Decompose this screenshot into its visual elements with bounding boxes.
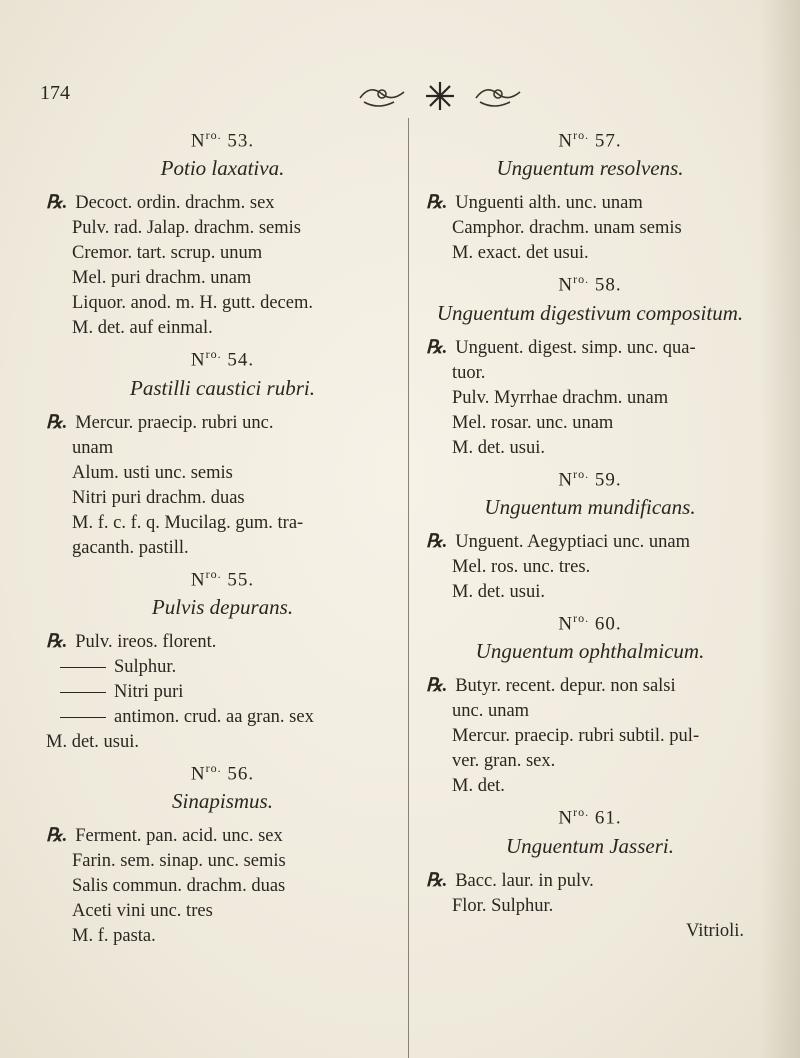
recipe-line: M. f. pasta. [72,926,156,947]
entry-title: Unguentum Jasseri. [506,833,674,858]
recipe-line: gacanth. pastill. [72,537,189,558]
recipe-line: Mel. puri drachm. unam [72,268,252,289]
recipe-entry-58 [420,272,760,460]
recipe-line: ver. gran. sex. [452,751,556,772]
floral-ornament-icon [330,76,550,116]
right-column [420,122,760,944]
entry-title: Potio laxativa. [160,156,285,181]
entry-number: $N^{ro.}$ 60. [558,610,622,635]
recipe-line: Nitri puri drachm. duas [72,487,245,508]
recipe-line: Mercur. praecip. rubri subtil. pul- [452,726,700,747]
recipe-line: Nitri puri [40,680,405,705]
recipe-line: Mel. ros. unc. tres. [452,556,591,577]
recipe-symbol-icon: ℞. [426,337,448,358]
entry-number: $N^{ro.}$ 58. [558,272,622,296]
recipe-line: M. f. c. f. q. Mucilag. gum. tra- [72,512,304,533]
recipe-symbol-icon: ℞. [426,676,448,697]
recipe-line: Flor. Sulphur. [452,895,554,916]
recipe-line: M. det. usui. [46,731,140,752]
recipe-line: Pulv. Myrrhae drachm. unam [452,387,669,408]
entry-title: Pastilli caustici rubri. [130,375,315,400]
entry-title: Unguentum mundificans. [484,494,696,519]
recipe-line: ℞. Mercur. praecip. rubri unc. [46,412,274,433]
entry-number: $N^{ro.}$ 57. [558,128,622,152]
recipe-symbol-icon: ℞. [46,631,68,652]
entry-title: Unguentum digestivum compositum. [436,300,744,325]
recipe-entry-59 [420,467,760,605]
recipe-symbol-icon: ℞. [426,193,448,214]
recipe-entry-60 [420,611,760,799]
recipe-line: ℞. Decoct. ordin. drachm. sex [46,193,275,214]
recipe-symbol-icon: ℞. [46,412,68,433]
recipe-entry-53 [40,128,405,341]
recipe-line: Aceti vini unc. tres [72,901,213,922]
recipe-entry-57 [420,128,760,266]
recipe-line: Camphor. drachm. unam semis [452,218,682,239]
recipe-line: Liquor. anod. m. H. gutt. decem. [72,293,313,314]
recipe-line: ℞. Butyr. recent. depur. non salsi [426,676,676,697]
entry-number: $N^{ro.}$ 61. [558,805,622,829]
recipe-line: ℞. Unguent. digest. simp. unc. qua- [426,337,696,358]
recipe-entry-61 [420,805,760,943]
ditto-dash [60,717,106,718]
recipe-symbol-icon: ℞. [46,193,68,214]
recipe-line: tuor. [452,362,486,383]
recipe-line: Sulphur. [40,655,405,680]
entry-number: $N^{ro.}$ 54. [190,347,255,371]
entry-title: Pulvis depurans. [151,594,294,619]
recipe-line: M. det. usui. [452,581,546,602]
entry-number: $N^{ro.}$ 59. [558,466,622,490]
entry-number: $N^{ro.}$ 56. [190,760,255,785]
recipe-line: M. det. usui. [452,437,546,458]
recipe-line: Pulv. rad. Jalap. drachm. semis [72,218,301,239]
recipe-line: ℞. Unguent. Aegyptiaci unc. unam [426,531,691,552]
recipe-entry-56 [40,761,405,949]
recipe-line: Cremor. tart. scrup. unum [72,243,263,264]
ditto-dash [60,692,106,693]
ditto-dash [60,667,106,668]
recipe-line: Farin. sem. sinap. unc. semis [72,851,286,872]
recipe-line: unc. unam [452,701,530,722]
recipe-line: unam [72,437,114,458]
recipe-line: ℞. Bacc. laur. in pulv. [426,870,594,891]
recipe-line: ℞. Unguenti alth. unc. unam [426,193,643,214]
page-number: 174 [40,82,70,104]
catchword: Vitrioli. [686,920,744,941]
page-header [40,70,740,120]
recipe-line: M. exact. det usui. [452,243,589,264]
page-edge-shadow [760,0,800,1058]
entry-title: Unguentum ophthalmicum. [475,639,705,664]
recipe-line: ℞. Ferment. pan. acid. unc. sex [46,826,283,847]
recipe-line: Mel. rosar. unc. unam [452,412,614,433]
recipe-symbol-icon: ℞. [426,531,448,552]
recipe-symbol-icon: ℞. [426,870,448,891]
entry-number: $N^{ro.}$ 55. [190,566,255,590]
recipe-line: Alum. usti unc. semis [72,462,233,483]
entry-title: Sinapismus. [172,789,273,814]
recipe-line: antimon. crud. aa gran. sex [40,705,405,730]
column-divider [408,118,409,1058]
recipe-entry-55 [40,567,405,755]
recipe-symbol-icon: ℞. [46,826,68,847]
recipe-line: Salis commun. drachm. duas [72,876,286,897]
recipe-entry-54 [40,347,405,560]
recipe-line: M. det. auf einmal. [72,318,213,339]
entry-number: $N^{ro.}$ 53. [190,128,255,152]
entry-title: Unguentum resolvens. [496,156,684,181]
recipe-line: ℞. Pulv. ireos. florent. [46,631,217,652]
left-column [40,122,405,949]
recipe-line: M. det. [452,776,505,797]
